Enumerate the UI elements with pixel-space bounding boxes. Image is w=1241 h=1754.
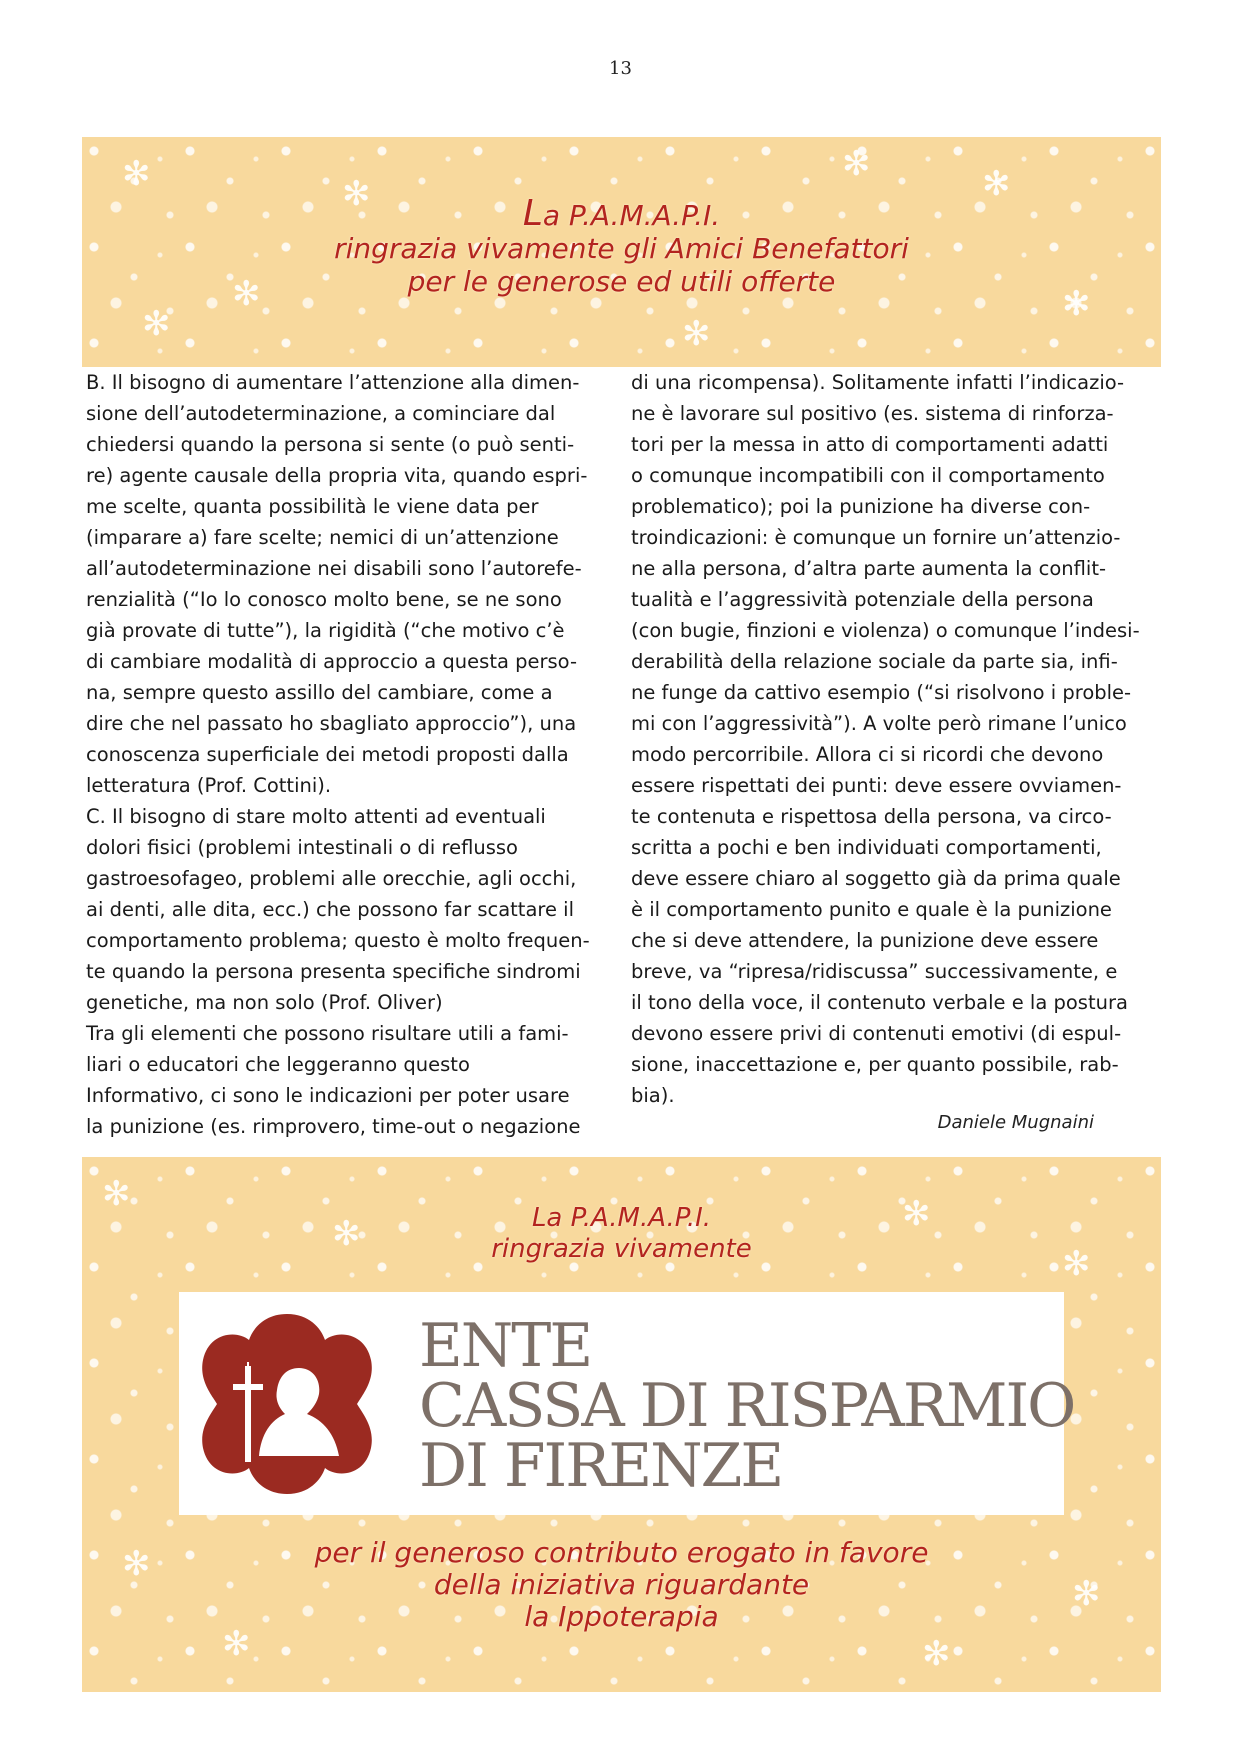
article-right-column — [631, 367, 1151, 1111]
sparkle-decoration: ✻ — [142, 304, 171, 344]
left-line: liari o educatori che leggeranno questo — [86, 1053, 470, 1076]
logo-line-3: DI FIRENZE — [419, 1431, 783, 1501]
sparkle-decoration: ✻ — [102, 1174, 131, 1214]
sparkle-decoration: ✻ — [1062, 284, 1091, 324]
left-line: na, sempre questo assillo del cambiare, come a — [86, 681, 553, 704]
sparkle-decoration: ✻ — [1072, 1574, 1101, 1614]
left-line: chiedersi quando la persona si sente (o può senti- — [86, 433, 575, 456]
left-line: dolori fisici (problemi intestinali o di reflusso — [86, 836, 518, 859]
right-line: ne alla persona, d’altra parte aumenta la conflit- — [631, 557, 1107, 580]
sparkle-decoration: ✻ — [232, 274, 261, 314]
right-line: tori per la messa in atto di comportamenti adatti — [631, 433, 1109, 456]
right-line: sione, inaccettazione e, per quanto possibile, rab- — [631, 1053, 1119, 1076]
right-line: troindicazioni: è comunque un fornire un’attenzio- — [631, 526, 1121, 549]
article-left-column — [86, 367, 606, 1142]
left-line: (imparare a) fare scelte; nemici di un’attenzione — [86, 526, 559, 549]
left-line: conoscenza superficiale dei metodi proposti dalla — [86, 743, 569, 766]
article-author: Daniele Mugnaini — [937, 1112, 1094, 1133]
logo-line-2: CASSA DI RISPARMIO — [419, 1371, 1075, 1441]
sparkle-decoration: ✻ — [332, 1214, 361, 1254]
left-line: di cambiare modalità di approccio a questa perso- — [86, 650, 577, 673]
top-thanks-banner — [82, 137, 1161, 367]
left-line: comportamento problema; questo è molto frequen- — [86, 929, 590, 952]
left-line: Tra gli elementi che possono risultare utili a fami- — [86, 1022, 569, 1045]
right-line: o comunque incompatibili con il comportamento — [631, 464, 1105, 487]
top-banner-line-1: La P.A.M.A.P.I. — [522, 193, 721, 234]
sparkle-decoration: ✻ — [342, 174, 371, 214]
right-line: mi con l’aggressività”). A volte però rimane l’unico — [631, 712, 1127, 735]
sparkle-decoration: ✻ — [982, 164, 1011, 204]
page-number: 13 — [609, 58, 632, 79]
right-line: problematico); poi la punizione ha diverse con- — [631, 495, 1091, 518]
right-line: modo percorribile. Allora ci si ricordi che devono — [631, 743, 1104, 766]
sponsor-purpose-line-1: per il generoso contributo erogato in favore — [314, 1536, 929, 1569]
left-line: già provate di tutte”), la rigidità (“che motivo c’è — [86, 619, 565, 642]
left-line: all’autodeterminazione nei disabili sono l’autorefe- — [86, 557, 582, 580]
sponsor-purpose-heading — [82, 1537, 1161, 1633]
left-line: ai denti, alle dita, ecc.) che possono far scattare il — [86, 898, 575, 921]
right-line: che si deve attendere, la punizione deve essere — [631, 929, 1099, 952]
sponsor-thanks-line-2: ringrazia vivamente — [491, 1234, 752, 1264]
left-line: gastroesofageo, problemi alle orecchie, agli occhi, — [86, 867, 577, 890]
right-line: il tono della voce, il contenuto verbale e la postura — [631, 991, 1128, 1014]
top-banner-line-3: per le generose ed utili offerte — [407, 265, 836, 298]
left-line: sione dell’autodeterminazione, a cominciare dal — [86, 402, 556, 425]
right-line: tualità e l’aggressività potenziale della persona — [631, 588, 1094, 611]
sponsor-logo — [179, 1292, 1075, 1515]
left-line: la punizione (es. rimprovero, time-out o negazione — [86, 1115, 581, 1138]
sponsor-thanks-line-1: La P.A.M.A.P.I. — [531, 1203, 712, 1233]
right-line: devono essere privi di contenuti emotivi (di espul- — [631, 1022, 1122, 1045]
shield-emblem-icon — [197, 1310, 377, 1498]
sparkle-decoration: ✻ — [122, 1544, 151, 1584]
right-line: ne è lavorare sul positivo (es. sistema di rinforza- — [631, 402, 1114, 425]
sparkle-decoration: ✻ — [902, 1194, 931, 1234]
sponsor-logo-wordmark — [419, 1311, 1075, 1501]
right-line: deve essere chiaro al soggetto già da prima quale — [631, 867, 1121, 890]
top-banner-heading — [82, 193, 1161, 298]
right-line: derabilità della relazione sociale da parte sia, infi- — [631, 650, 1118, 673]
sparkle-decoration: ✻ — [842, 144, 871, 184]
right-line: breve, va “ripresa/ridiscussa” successivamente, e — [631, 960, 1118, 983]
left-line: genetiche, ma non solo (Prof. Oliver) — [86, 991, 443, 1014]
left-line: B. Il bisogno di aumentare l’attenzione alla dimen- — [86, 371, 580, 394]
left-line: renzialità (“Io lo conosco molto bene, se ne sono — [86, 588, 562, 611]
sparkle-decoration: ✻ — [922, 1634, 951, 1674]
right-line: (con bugie, finzioni e violenza) o comunque l’indesi- — [631, 619, 1140, 642]
right-line: scritta a pochi e ben individuati comportamenti, — [631, 836, 1102, 859]
sponsor-banner — [82, 1157, 1161, 1692]
top-banner-line-2: ringrazia vivamente gli Amici Benefattori — [334, 232, 909, 265]
sparkle-decoration: ✻ — [1062, 1244, 1091, 1284]
left-line: Informativo, ci sono le indicazioni per poter usare — [86, 1084, 570, 1107]
sponsor-purpose-line-3: la Ippoterapia — [524, 1600, 719, 1633]
right-line: te contenuta e rispettosa della persona, va circo- — [631, 805, 1112, 828]
sparkle-decoration: ✻ — [682, 314, 711, 354]
logo-line-1: ENTE — [419, 1311, 592, 1381]
sparkle-decoration: ✻ — [222, 1624, 251, 1664]
right-line: ne funge da cattivo esempio (“si risolvono i proble- — [631, 681, 1132, 704]
right-line: bia). — [631, 1084, 675, 1107]
left-line: te quando la persona presenta specifiche sindromi — [86, 960, 581, 983]
sponsor-thanks-heading — [82, 1203, 1161, 1265]
sponsor-purpose-line-2: della iniziativa riguardante — [433, 1568, 810, 1601]
left-line: re) agente causale della propria vita, quando espri- — [86, 464, 588, 487]
left-line: C. Il bisogno di stare molto attenti ad eventuali — [86, 805, 546, 828]
right-line: di una ricompensa). Solitamente infatti l’indicazio- — [631, 371, 1125, 394]
left-line: letteratura (Prof. Cottini). — [86, 774, 332, 797]
right-line: è il comportamento punito e quale è la punizione — [631, 898, 1112, 921]
left-line: dire che nel passato ho sbagliato approccio”), una — [86, 712, 577, 735]
sparkle-decoration: ✻ — [122, 154, 151, 194]
right-line: essere rispettati dei punti: deve essere ovviamen- — [631, 774, 1122, 797]
left-line: me scelte, quanta possibilità le viene data per — [86, 495, 539, 518]
